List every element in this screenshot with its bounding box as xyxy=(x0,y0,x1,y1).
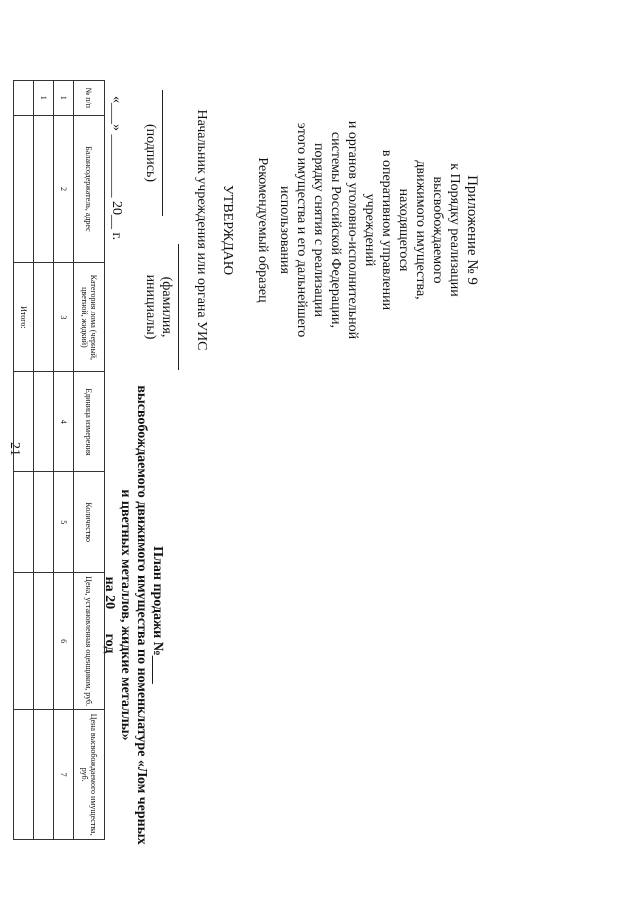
table-cell xyxy=(14,372,34,472)
total-label: Итого: xyxy=(14,263,34,372)
appendix-title: Приложение № 9 xyxy=(464,175,480,285)
table-cell xyxy=(34,710,54,840)
table-cell: 7 xyxy=(54,710,74,840)
plan-title-line3: на 20___ год xyxy=(102,576,117,654)
table-cell: 1 xyxy=(54,81,74,116)
plan-title-line2: высвобождаемого движимого имущества по номенклатуре «Лом черных и цветных металлов, жидкие металлы» xyxy=(118,385,149,845)
table-cell: 4 xyxy=(54,372,74,472)
table-cell: 1 xyxy=(34,81,54,116)
approver-title: Начальник учреждения или органа УИС xyxy=(194,109,209,351)
name-caption: (фамилия, инициалы) xyxy=(143,274,174,340)
table-cell: 6 xyxy=(54,572,74,709)
appendix-block xyxy=(276,120,480,340)
table-header-row xyxy=(74,81,105,840)
plan-title-line1: План продажи №____ xyxy=(150,546,165,684)
appendix-line: и органов уголовно-исполнительной xyxy=(345,120,360,340)
table-cell xyxy=(34,572,54,709)
appendix-line: системы Российской Федерации, xyxy=(328,131,343,329)
table-cell xyxy=(34,472,54,573)
plan-title xyxy=(101,380,165,850)
header-cell: Цена высвобождаемого имущества, руб. xyxy=(74,710,105,840)
table-cell: 5 xyxy=(54,472,74,573)
table-cell xyxy=(14,472,34,573)
header-cell: Категория лома (черный, цветной, жидкий) xyxy=(74,263,105,372)
signature-field xyxy=(142,90,163,216)
table-row xyxy=(54,81,74,840)
date-line: «___» _________ 20__ г. xyxy=(109,96,124,241)
signature-line xyxy=(162,90,163,216)
sales-plan-table xyxy=(13,80,105,840)
header-cell: Цена, установленная оценщиком, руб. xyxy=(74,572,105,709)
table-total-row xyxy=(14,81,34,840)
appendix-line: к Порядку реализации высвобождаемого xyxy=(430,163,462,297)
name-field xyxy=(142,244,179,370)
signature-caption: (подпись) xyxy=(143,123,158,183)
appendix-line: использования xyxy=(277,186,292,274)
table-cell xyxy=(14,81,34,116)
header-cell: № п/п xyxy=(74,81,105,116)
table-row xyxy=(34,81,54,840)
name-line xyxy=(178,244,179,370)
table-cell xyxy=(34,263,54,372)
appendix-line: этого имущества и его дальнейшего xyxy=(294,122,309,338)
signature-row xyxy=(142,90,179,370)
table-cell xyxy=(14,710,34,840)
approve-title: УТВЕРЖДАЮ xyxy=(220,184,235,276)
header-cell: Единица измерения xyxy=(74,372,105,472)
rotated-sheet xyxy=(19,80,500,845)
page-number: 21 xyxy=(7,442,22,456)
header-cell: Количество xyxy=(74,472,105,573)
appendix-line: движимого имущества, находящегося xyxy=(396,160,428,300)
table-cell xyxy=(14,115,34,263)
table-cell: 2 xyxy=(54,115,74,263)
table-cell xyxy=(14,572,34,709)
table-cell xyxy=(34,115,54,263)
appendix-line: порядку снятия с реализации xyxy=(311,143,326,317)
table-cell xyxy=(34,372,54,472)
approval-block xyxy=(108,90,235,370)
recommended-sample-label: Рекомендуемый образец xyxy=(255,157,270,303)
header-cell: Балансодержатель, адрес xyxy=(74,115,105,263)
table-cell: 3 xyxy=(54,263,74,372)
appendix-line: в оперативном управлении учреждений xyxy=(362,149,394,311)
